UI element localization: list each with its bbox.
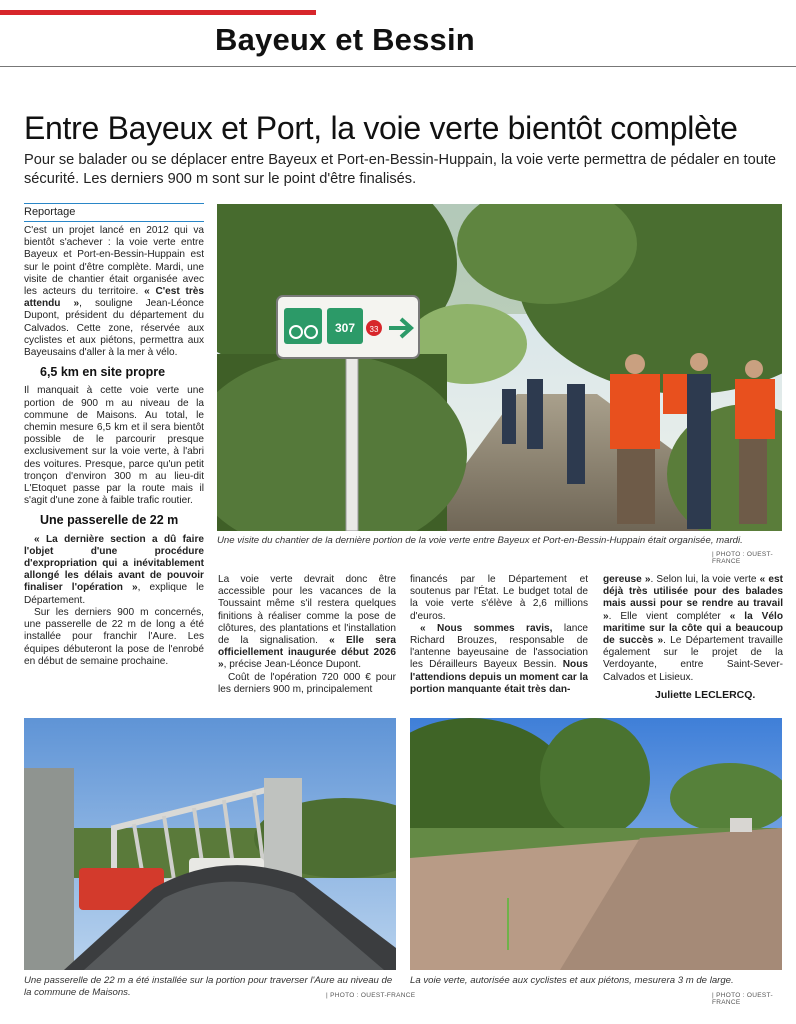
article-column-1 xyxy=(24,225,204,668)
paragraph: financés par le Département et soutenus par l'État. Le budget total de la voie verte s'élève à 2,6 millions d'euros. xyxy=(410,574,588,622)
photo-footbridge xyxy=(24,718,396,970)
article-column-2 xyxy=(218,574,396,696)
kicker-rule-top xyxy=(24,203,204,204)
photo-site-visit xyxy=(217,204,782,531)
photo-green-way-credit: | PHOTO : OUEST-FRANCE xyxy=(712,992,773,1006)
paragraph: « La dernière section a dû faire l'objet d'une procédure d'expropriation qui a inévitablement allongé les délais avant de pouvoir finaliser l'opération », explique le Département. xyxy=(24,533,204,606)
kicker-rule-bottom xyxy=(24,221,204,222)
photo-footbridge-image xyxy=(24,718,396,970)
author-signature: Juliette LECLERCQ. xyxy=(655,689,756,701)
sign-route: 33 xyxy=(369,325,379,334)
paragraph: Coût de l'opération 720 000 € pour les derniers 900 m, principalement xyxy=(218,671,396,695)
article-column-4 xyxy=(603,574,783,684)
photo-site-visit-image xyxy=(217,204,782,531)
photo-green-way-image xyxy=(410,718,782,970)
subheading: 6,5 km en site propre xyxy=(40,365,166,380)
sign-number: 307 xyxy=(334,321,356,335)
paragraph: gereuse ». Selon lui, la voie verte « est déjà très utilisée pour des balades mais aussi pour se rendre au travail ». Elle vient compléter « la Vélo maritime sur la côte qui a beaucoup de succès ». Le Département travaille également sur le projet de la Verdoyante, entre Saint-Sever-Calvados et Lisieux. xyxy=(603,574,783,683)
paragraph: C'est un projet lancé en 2012 qui va bientôt s'achever : la voie verte entre Bayeux et Port-en-Bessin-Huppain est sur le point d'être complète. Mardi, une visite de chantier était organisée avec les acteurs du territoire. « C'est très attendu », souligne Jean-Léonce Dupont, président du département du Calvados. Cette zone, réservée aux cyclistes et aux piétons, permettra aux Bayeusains d'aller à la mer à vélo. xyxy=(24,225,204,359)
photo-green-way-caption: La voie verte, autorisée aux cyclistes et aux piétons, mesurera 3 m de large. xyxy=(410,975,734,986)
section-accent-bar xyxy=(0,10,316,15)
header-rule xyxy=(0,66,796,67)
headline: Entre Bayeux et Port, la voie verte bientôt complète xyxy=(24,110,738,146)
photo-green-way xyxy=(410,718,782,970)
standfirst: Pour se balader ou se déplacer entre Bayeux et Port-en-Bessin-Huppain, la voie verte permettra de pédaler en toute sécurité. Les derniers 900 m sont sur le point d'être finalisés. xyxy=(24,152,777,187)
paragraph: « Nous sommes ravis, lance Richard Brouzes, responsable de l'antenne bayeusaine de l'association les Dérailleurs Bayeux Bessin. Nous l'attendions depuis un moment car la portion manquante était très dan- xyxy=(410,622,588,695)
paragraph: La voie verte devrait donc être accessible pour les vacances de la Toussaint même s'il restera quelques finitions à réaliser comme la pose de clôtures, des plantations et l'installation de la signalisation. « Elle sera officiellement inaugurée début 2026 », précise Jean-Léonce Dupont. xyxy=(218,574,396,671)
article-column-3 xyxy=(410,574,588,696)
photo-site-visit-caption: Une visite du chantier de la dernière portion de la voie verte entre Bayeux et Port-en-Bessin-Huppain était organisée, mardi. xyxy=(217,535,743,546)
kicker-label: Reportage xyxy=(24,206,76,218)
paragraph: Sur les derniers 900 m concernés, une passerelle de 22 m de long a été installée pour franchir l'Aure. Les équipes débuteront la pose de l'enrobé en début de semaine prochaine. xyxy=(24,606,204,667)
photo-footbridge-caption: Une passerelle de 22 m a été installée sur la portion pour traverser l'Aure au niveau de la commune de Maisons. xyxy=(24,975,393,998)
photo-footbridge-credit: | PHOTO : OUEST-FRANCE xyxy=(326,992,416,999)
paragraph: Il manquait à cette voie verte une portion de 900 m au niveau de la commune de Maisons. Au total, le chemin mesure 6,5 km et il sera bientôt possible de le parcourir presque exclusivement sur la voie verte, à l'abri des voitures. Presque, parce qu'un petit tronçon d'environ 300 m au lieu-dit L'Etoquet passe par la route mais il s'agit d'une zone à faible trafic routier. xyxy=(24,385,204,507)
section-title: Bayeux et Bessin xyxy=(215,22,475,57)
subheading: Une passerelle de 22 m xyxy=(40,513,179,528)
photo-site-visit-credit: | PHOTO : OUEST-FRANCE xyxy=(712,551,773,565)
